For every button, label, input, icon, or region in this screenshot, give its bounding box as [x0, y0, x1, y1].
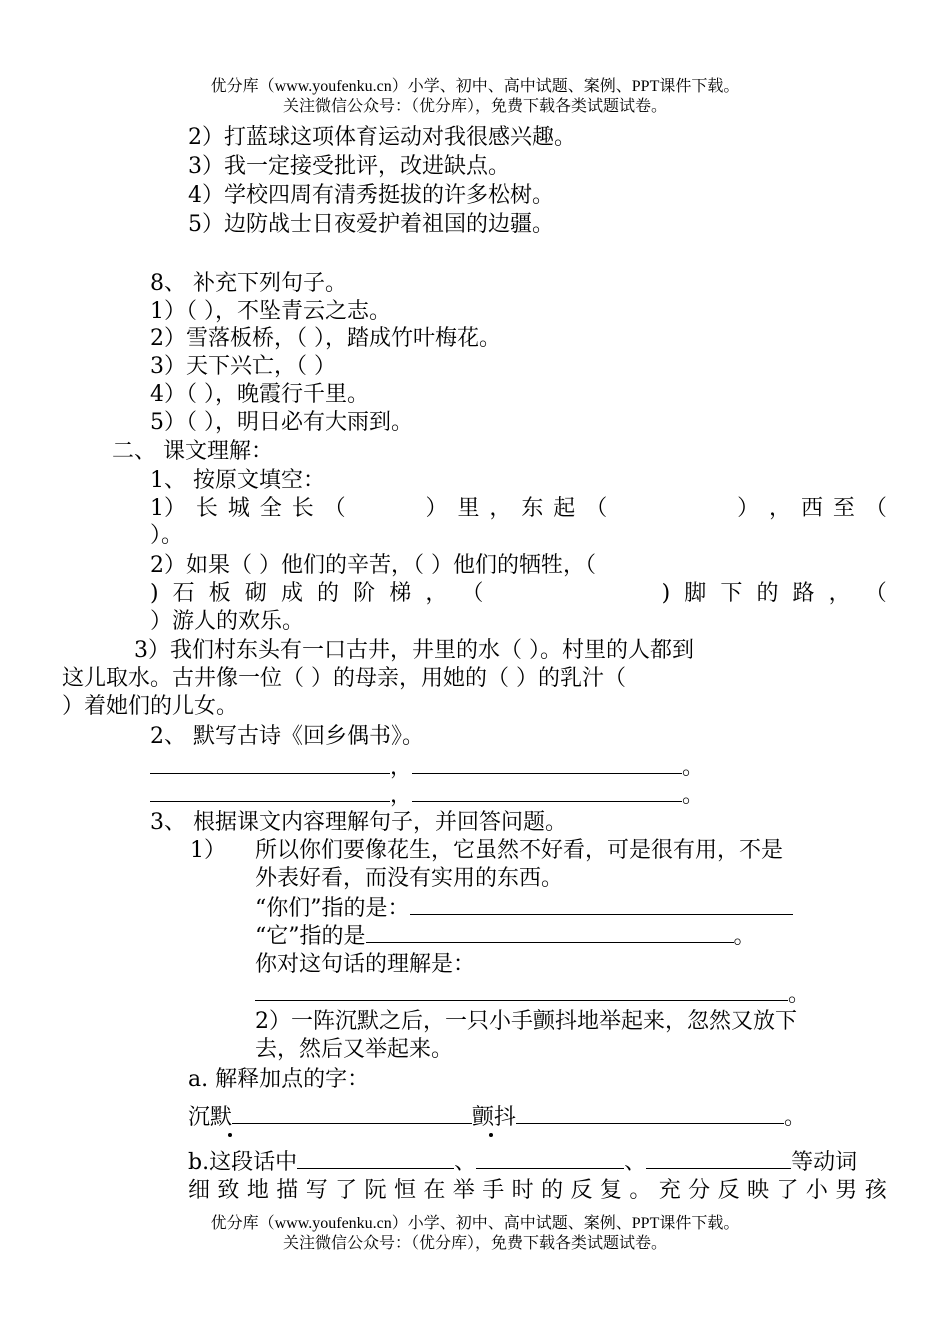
q1-line-2: 2）如果（ ）他们的辛苦，（ ）他们的牺牲，（: [150, 553, 596, 578]
answer-blank[interactable]: [516, 1103, 784, 1124]
q8-item: 5）（ ），明日必有大雨到。: [150, 410, 413, 435]
sub-b-line-2: 细 致 地 描 写 了 阮 恒 在 举 手 时 的 反 复 。 充 分 反 映 了 小 男 孩: [188, 1178, 887, 1203]
sub-a-label: a. 解释加点的字：: [188, 1067, 370, 1092]
answer-blank[interactable]: [150, 753, 390, 774]
q1-line-5: 3）我们村东头有一口古井，井里的水（ ）。村里的人都到: [134, 638, 694, 663]
answer-blank[interactable]: [150, 781, 390, 802]
poem-line-1: ， 。: [150, 753, 704, 781]
answer-blank[interactable]: [646, 1148, 791, 1169]
q3-sub1-line-2: 外表好看，而没有实用的东西。: [255, 866, 564, 891]
footer-line-1: 优分库（www.youfenku.cn）小学、初中、高中试题、案例、PPT课件下载。: [210, 1215, 740, 1232]
q8-item: 3）天下兴亡，（ ）: [150, 354, 336, 379]
q1-line-7: ）着她们的儿女。: [62, 694, 239, 719]
answer-blank[interactable]: [476, 1148, 624, 1169]
list-item: 3）我一定接受批评，改进缺点。: [188, 154, 510, 179]
list-item: 4）学校四周有清秀挺拔的许多松树。: [188, 183, 554, 208]
question-1-title: 1、 按原文填空：: [150, 468, 325, 493]
q3-sub1-line-1: 所以你们要像花生，它虽然不好看，可是很有用，不是: [255, 838, 784, 863]
q8-item: 1）（ ），不坠青云之志。: [150, 299, 391, 324]
q3-sub1-number: 1）: [190, 838, 226, 863]
word-explain-row: 沉默 颤抖 。: [188, 1105, 807, 1130]
list-item: 2）打蓝球这项体育运动对我很感兴趣。: [188, 125, 576, 150]
sub-b-line-1: b.这段话中 、 、 等动词: [188, 1150, 858, 1175]
answer-blank[interactable]: [232, 1103, 472, 1124]
nimen-question: “你们”指的是：: [255, 894, 793, 922]
question-3-title: 3、 根据课文内容理解句子，并回答问题。: [150, 810, 567, 835]
list-item: 5）边防战士日夜爱护着祖国的边疆。: [188, 212, 554, 237]
answer-blank[interactable]: [412, 753, 682, 774]
q1-line-6: 这儿取水。古井像一位（ ）的母亲，用她的（ ）的乳汁（: [62, 666, 626, 691]
header-line-2: 关注微信公众号：（优分库），免费下载各类试题试卷。: [282, 98, 667, 115]
q8-item: 2）雪落板桥，（ ），踏成竹叶梅花。: [150, 326, 501, 351]
emphasis-dot: [228, 1133, 232, 1137]
answer-blank[interactable]: [412, 781, 682, 802]
question-2-title: 2、 默写古诗《回乡偶书》。: [150, 724, 424, 749]
understanding-label: 你对这句话的理解是：: [255, 952, 476, 977]
ta-question: “它”指的是 。: [255, 924, 756, 949]
word-chandou: 颤抖: [472, 1105, 517, 1130]
poem-line-2: ， 。: [150, 781, 704, 809]
answer-blank[interactable]: [366, 922, 734, 943]
q1-line-4: ）游人的欢乐。: [150, 609, 305, 634]
q3-sub2-line-2: 去，然后又举起来。: [255, 1037, 454, 1062]
q8-item: 4）（ ），晚霞行千里。: [150, 382, 369, 407]
understanding-answer: 。: [255, 980, 810, 1008]
q1-line-3: ) 石 板 砌 成 的 阶 梯 ， （ ) 脚 下 的 路 ， （: [150, 581, 887, 606]
emphasis-dot: [489, 1133, 493, 1137]
header-line-1: 优分库（www.youfenku.cn）小学、初中、高中试题、案例、PPT课件下载。: [210, 78, 740, 95]
section-2-title: 二、 课文理解：: [112, 439, 273, 464]
answer-blank[interactable]: [297, 1148, 454, 1169]
q1-line-1: 1） 长 城 全 长 （ ） 里 ， 东 起 （ ） ， 西 至 （: [150, 496, 887, 521]
q3-sub2-line-1: 2）一阵沉默之后，一只小手颤抖地举起来，忽然又放下: [255, 1009, 797, 1034]
q1-line-1b: ）。: [150, 523, 184, 548]
answer-blank[interactable]: [410, 894, 793, 915]
answer-blank[interactable]: [255, 980, 788, 1001]
word-chenmo: 沉默: [188, 1105, 233, 1130]
question-8-title: 8、 补充下列句子。: [150, 271, 347, 296]
footer-line-2: 关注微信公众号：（优分库），免费下载各类试题试卷。: [282, 1235, 667, 1252]
